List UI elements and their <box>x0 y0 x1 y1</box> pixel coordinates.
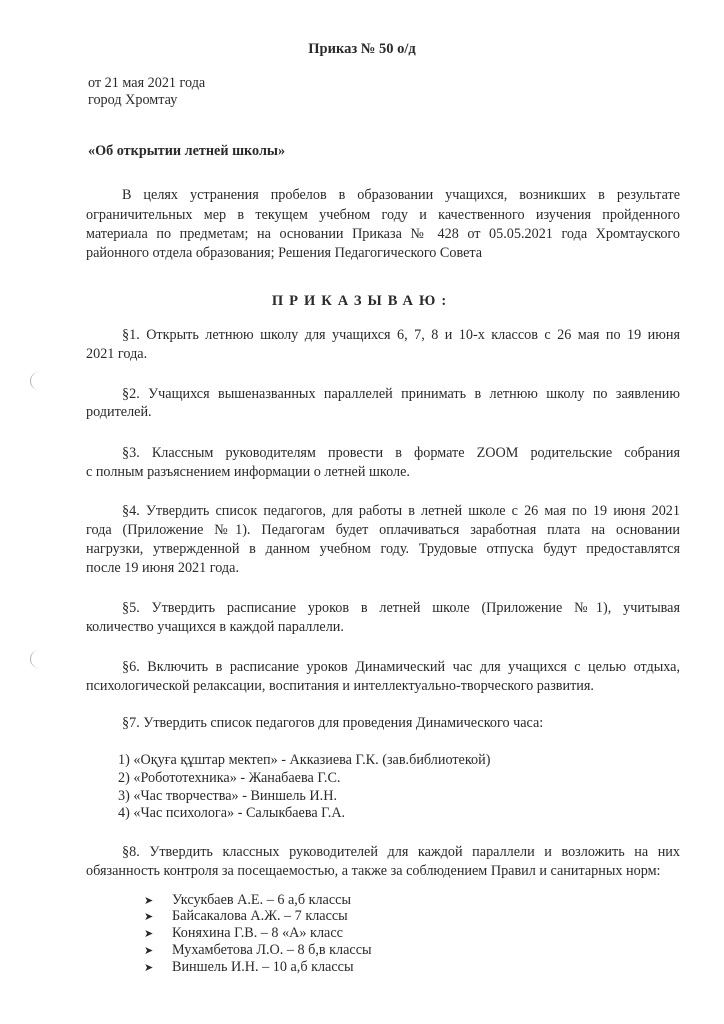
list-item: 4) «Час психолога» - Салыкбаева Г.А. <box>118 805 346 821</box>
list-item: ➤ Байсакалова А.Ж. – 7 классы <box>144 908 348 924</box>
paragraph-8: обязанность контроля за посещаемостью, а также за соблюдением Правил и санитарных норм: <box>86 863 661 879</box>
paragraph-1: 2021 года. <box>86 346 148 362</box>
preamble-line: районного отдела образования; Решения Педагогического Совета <box>86 245 483 261</box>
list-item: 2) «Робототехника» - Жанабаева Г.С. <box>118 770 341 786</box>
preamble-line: материала по предметам; на основании Приказа № 428 от 05.05.2021 года Хромтауского <box>86 226 680 242</box>
preamble-line: ограничительных мер в текущем учебном году и качественного изучения пройденного <box>86 207 680 223</box>
list-item: ➤ Коняхина Г.В. – 8 «А» класс <box>144 925 343 941</box>
paragraph-6: психологической релаксации, воспитания и интеллектуально-творческого развития. <box>86 678 594 694</box>
paragraph-4: §4. Утвердить список педагогов, для работы в летней школе с 26 мая по 19 июня 2021 <box>122 503 680 519</box>
arrowhead-bullet-icon: ➤ <box>144 894 154 907</box>
list-item: 3) «Час творчества» - Виншель И.Н. <box>118 788 338 804</box>
paragraph-3: §3. Классным руководителям провести в формате ZOOM родительские собрания <box>122 445 680 461</box>
order-subject: «Об открытии летней школы» <box>88 143 286 159</box>
paragraph-8: §8. Утвердить классных руководителей для каждой параллели и возложить на них <box>122 844 680 860</box>
arrowhead-bullet-icon: ➤ <box>144 961 154 974</box>
scan-artifact <box>30 372 41 390</box>
arrowhead-bullet-icon: ➤ <box>144 944 154 957</box>
paragraph-4: года (Приложение №1). Педагогам будет оплачиваться заработная плата на основании <box>86 522 680 538</box>
arrowhead-bullet-icon: ➤ <box>144 910 154 923</box>
paragraph-5: количество учащихся в каждой параллели. <box>86 619 344 635</box>
decree-heading: ПРИКАЗЫВАЮ: <box>271 293 453 309</box>
paragraph-4: нагрузки, утвержденной в данном учебном году. Трудовые отпуска будут предоставлятся <box>86 541 680 557</box>
list-item: 1) «Оқуға құштар мектеп» - Акказиева Г.К. (зав.библиотекой) <box>118 752 491 768</box>
paragraph-2: родителей. <box>86 404 152 420</box>
paragraph-7: §7. Утвердить список педагогов для проведения Динамического часа: <box>122 715 544 731</box>
paragraph-2: §2. Учащихся вышеназванных параллелей принимать в летнюю школу по заявлению <box>122 386 680 402</box>
paragraph-3: с полным разъяснением информации о летней школе. <box>86 464 410 480</box>
preamble-line: В целях устранения пробелов в образовании учащихся, возникших в результате <box>122 187 680 203</box>
paragraph-6: §6. Включить в расписание уроков Динамический час для учащихся с целью отдыха, <box>122 659 680 675</box>
order-date: от 21 мая 2021 года <box>88 75 206 91</box>
paragraph-1: §1. Открыть летнюю школу для учащихся 6, 7, 8 и 10-х классов с 26 мая по 19 июня <box>122 327 680 343</box>
paragraph-4: после 19 июня 2021 года. <box>86 560 239 576</box>
paragraph-5: §5. Утвердить расписание уроков в летней школе (Приложение №1), учитывая <box>122 600 680 616</box>
list-item: ➤ Уксукбаев А.Е. – 6 а,б классы <box>144 892 351 908</box>
list-item: ➤ Виншель И.Н. – 10 а,б классы <box>144 959 354 975</box>
arrowhead-bullet-icon: ➤ <box>144 927 154 940</box>
order-title: Приказ № 50 о/д <box>308 41 416 57</box>
list-item: ➤ Мухамбетова Л.О. – 8 б,в классы <box>144 942 372 958</box>
order-city: город Хромтау <box>88 92 178 108</box>
scan-artifact <box>30 650 41 668</box>
